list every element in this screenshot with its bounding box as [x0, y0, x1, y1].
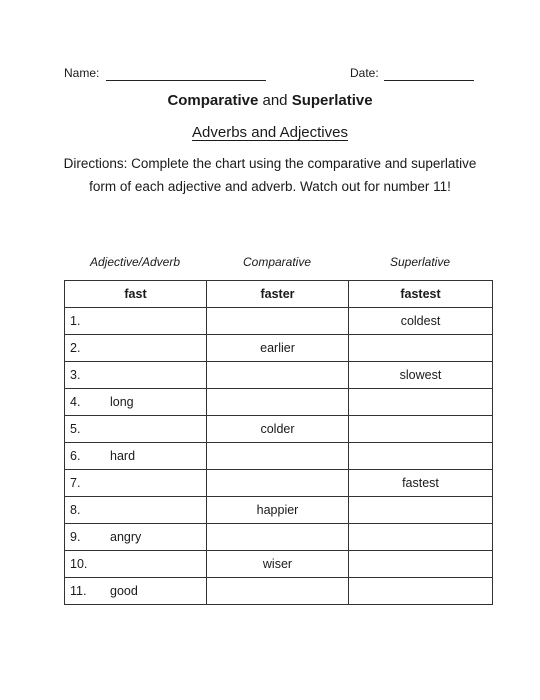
worksheet-title [0, 92, 540, 109]
comparative-cell[interactable] [207, 524, 349, 551]
row-number: 6. [70, 449, 81, 463]
adjective-adverb-cell[interactable] [65, 416, 207, 443]
comparative-cell[interactable] [207, 578, 349, 605]
name-blank-line [106, 80, 266, 81]
base-word: angry [110, 530, 142, 544]
date-blank-line [384, 80, 474, 81]
directions-text: Directions: Complete the chart using the comparative and superlative form of each adjective and adverb. Watch out for number 11! [63, 156, 477, 194]
superlative-cell[interactable] [349, 389, 493, 416]
table-row [65, 578, 493, 605]
row-number: 2. [70, 341, 81, 355]
adjective-adverb-cell[interactable] [65, 362, 207, 389]
example-word: fast [65, 281, 207, 308]
adjective-adverb-cell[interactable] [65, 335, 207, 362]
row-number: 10. [70, 557, 88, 571]
title-comparative: Comparative [167, 92, 259, 109]
row-number: 8. [70, 503, 81, 517]
superlative-cell[interactable] [349, 497, 493, 524]
table-row [65, 362, 493, 389]
base-word: long [110, 395, 134, 409]
table-row [65, 524, 493, 551]
worksheet-header [0, 62, 540, 84]
base-word: good [110, 584, 138, 598]
table-row [65, 470, 493, 497]
comparison-chart [64, 280, 493, 605]
subtitle-text: Adverbs and Adjectives [192, 124, 348, 141]
table-row [65, 443, 493, 470]
date-label: Date: [350, 66, 379, 80]
comparative-cell[interactable] [207, 443, 349, 470]
comparative-cell[interactable]: wiser [207, 551, 349, 578]
comparative-cell[interactable] [207, 362, 349, 389]
table-row [65, 497, 493, 524]
table-row [65, 416, 493, 443]
table-row [65, 551, 493, 578]
comparative-cell[interactable] [207, 470, 349, 497]
comparative-cell[interactable] [207, 308, 349, 335]
row-number: 9. [70, 530, 81, 544]
superlative-cell[interactable] [349, 416, 493, 443]
table-row [65, 308, 493, 335]
chart-body [65, 308, 493, 605]
superlative-cell[interactable]: fastest [349, 470, 493, 497]
heading-adjective-adverb: Adjective/Adverb [89, 255, 181, 269]
comparative-cell[interactable] [207, 389, 349, 416]
name-label: Name: [64, 66, 100, 80]
title-superlative: Superlative [291, 92, 373, 109]
superlative-cell[interactable] [349, 443, 493, 470]
example-row [65, 281, 493, 308]
row-number: 4. [70, 395, 81, 409]
adjective-adverb-cell[interactable] [65, 551, 207, 578]
example-superlative: fastest [349, 281, 493, 308]
heading-comparative: Comparative [242, 255, 312, 269]
adjective-adverb-cell[interactable] [65, 578, 207, 605]
superlative-cell[interactable] [349, 524, 493, 551]
row-number: 11. [70, 584, 87, 598]
superlative-cell[interactable]: slowest [349, 362, 493, 389]
heading-superlative: Superlative [389, 255, 451, 269]
superlative-cell[interactable] [349, 551, 493, 578]
column-headings [0, 255, 540, 273]
row-number: 7. [70, 476, 81, 490]
adjective-adverb-cell[interactable] [65, 497, 207, 524]
table-row [65, 335, 493, 362]
worksheet-subtitle [0, 124, 540, 141]
comparative-cell[interactable]: happier [207, 497, 349, 524]
adjective-adverb-cell[interactable] [65, 524, 207, 551]
row-number: 5. [70, 422, 81, 436]
example-comparative: faster [207, 281, 349, 308]
adjective-adverb-cell[interactable] [65, 389, 207, 416]
row-number: 3. [70, 368, 81, 382]
adjective-adverb-cell[interactable] [65, 470, 207, 497]
base-word: hard [110, 449, 136, 463]
adjective-adverb-cell[interactable] [65, 443, 207, 470]
adjective-adverb-cell[interactable] [65, 308, 207, 335]
title-and: and [258, 92, 292, 109]
comparative-cell[interactable]: earlier [207, 335, 349, 362]
superlative-cell[interactable]: coldest [349, 308, 493, 335]
table-row [65, 389, 493, 416]
superlative-cell[interactable] [349, 335, 493, 362]
comparative-cell[interactable]: colder [207, 416, 349, 443]
superlative-cell[interactable] [349, 578, 493, 605]
row-number: 1. [70, 314, 81, 328]
